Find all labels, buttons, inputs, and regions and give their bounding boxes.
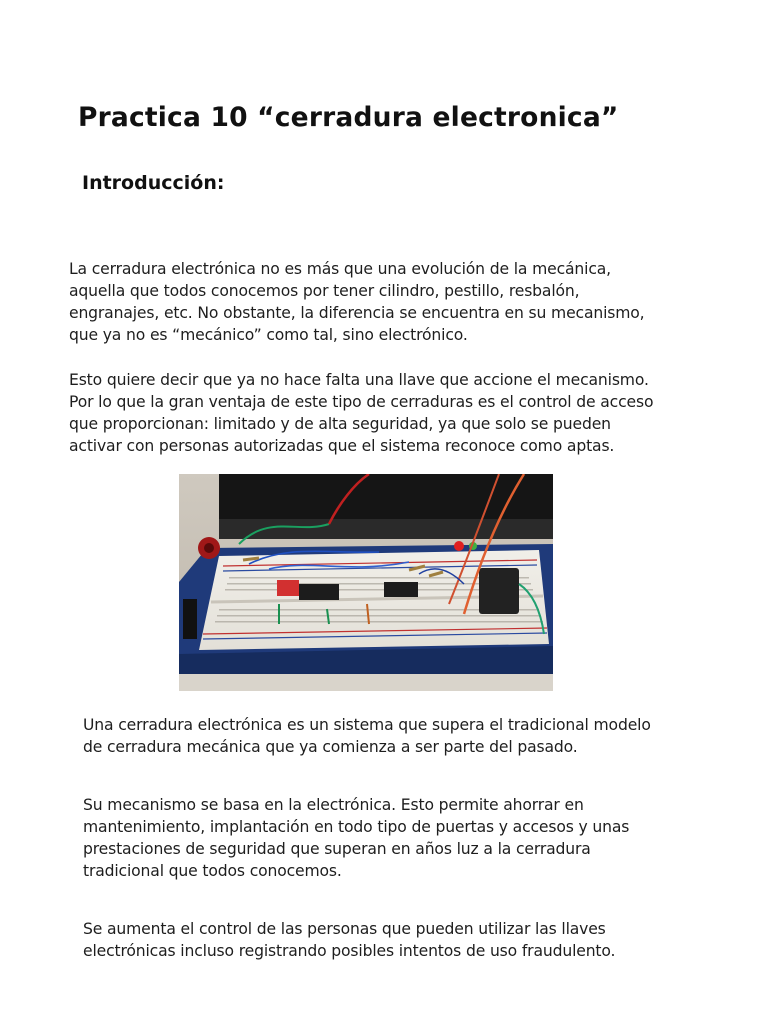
paragraph-intro-2 [69,369,653,457]
paragraph-line: tradicional que todos conocemos. [83,862,342,880]
paragraph-line: que ya no es “mecánico” como tal, sino electrónico. [69,326,468,344]
paragraph-line: que proporcionan: limitado y de alta seguridad, ya que solo se pueden [69,415,611,433]
paragraph-line: Su mecanismo se basa en la electrónica. Esto permite ahorrar en [83,796,584,814]
paragraph-body-1 [83,714,651,758]
paragraph-line: La cerradura electrónica no es más que una evolución de la mecánica, [69,260,611,278]
paragraph-line: aquella que todos conocemos por tener cilindro, pestillo, resbalón, [69,282,580,300]
paragraph-intro-1 [69,258,644,346]
paragraph-line: Por lo que la gran ventaja de este tipo de cerraduras es el control de acceso [69,393,654,411]
paragraph-line: activar con personas autorizadas que el sistema reconoce como aptas. [69,437,615,455]
breadboard-circuit-photo [179,474,553,691]
paragraph-body-2 [83,794,629,882]
paragraph-line: prestaciones de seguridad que superan en años luz a la cerradura [83,840,591,858]
paragraph-body-3 [83,918,615,962]
paragraph-line: electrónicas incluso registrando posibles intentos de uso fraudulento. [83,942,616,960]
section-heading: Introducción: [82,172,225,194]
page-title: Practica 10 “cerradura electronica” [78,102,619,133]
paragraph-line: engranajes, etc. No obstante, la diferencia se encuentra en su mecanismo, [69,304,645,322]
paragraph-line: mantenimiento, implantación en todo tipo de puertas y accesos y unas [83,818,630,836]
paragraph-line: Se aumenta el control de las personas que pueden utilizar las llaves [83,920,606,938]
paragraph-line: Esto quiere decir que ya no hace falta una llave que accione el mecanismo. [69,371,649,389]
paragraph-line: Una cerradura electrónica es un sistema que supera el tradicional modelo [83,716,651,734]
paragraph-line: de cerradura mecánica que ya comienza a ser parte del pasado. [83,738,578,756]
